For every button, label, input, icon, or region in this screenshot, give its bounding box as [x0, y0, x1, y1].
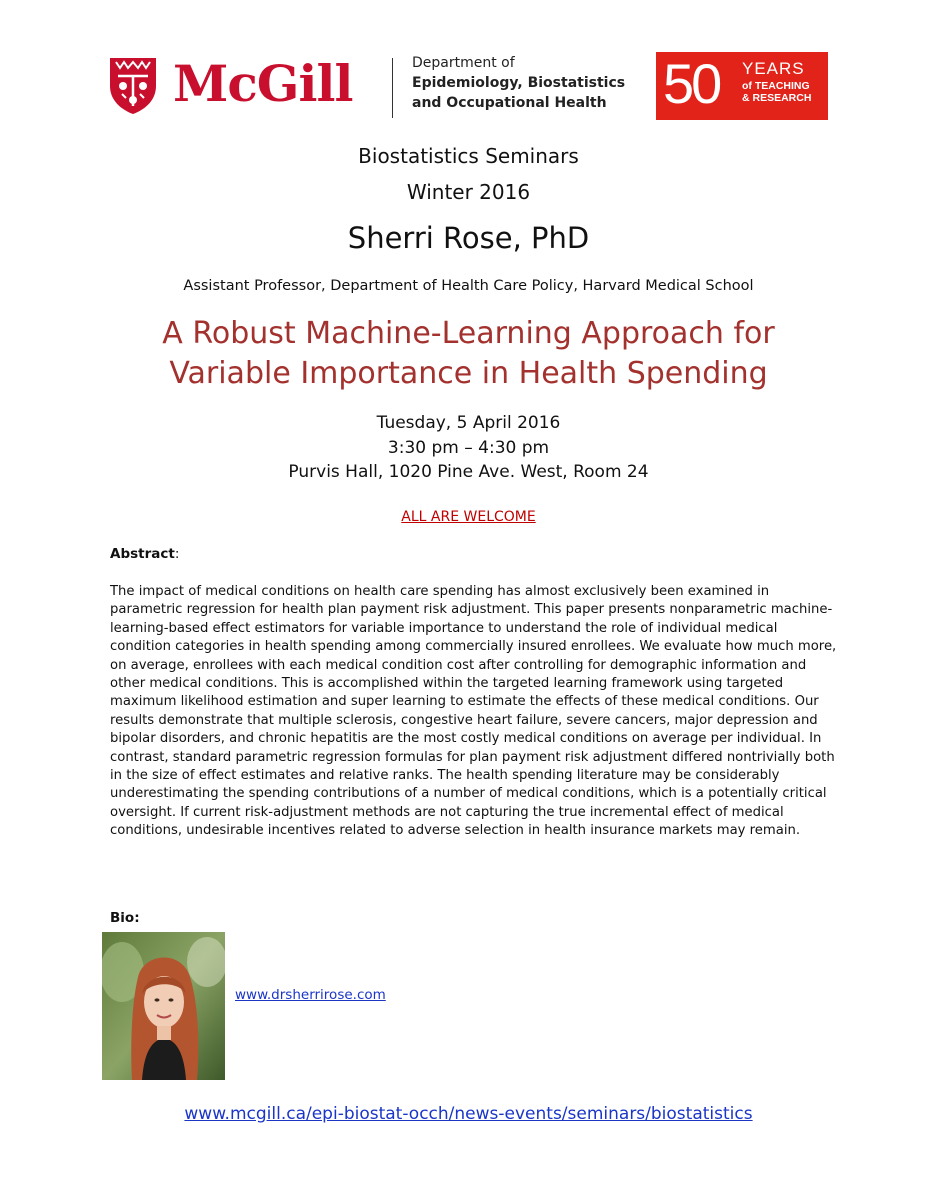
speaker-affiliation: Assistant Professor, Department of Health Care Policy, Harvard Medical School	[183, 278, 754, 294]
seminar-page-link[interactable]: www.mcgill.ca/epi-biostat-occh/news-events/seminars/biostatistics	[184, 1104, 753, 1124]
speaker-name: Sherri Rose, PhD	[347, 221, 590, 255]
dept-line-1: Department of	[412, 55, 515, 71]
abstract-colon: :	[174, 546, 180, 562]
badge-subtitle	[742, 80, 811, 104]
event-location: Purvis Hall, 1020 Pine Ave. West, Room 24	[288, 462, 649, 482]
welcome-notice: ALL ARE WELCOME	[401, 509, 536, 525]
event-date: Tuesday, 5 April 2016	[376, 413, 561, 433]
speaker-portrait-icon	[102, 932, 225, 1080]
department-name	[412, 53, 625, 113]
seminar-term: Winter 2016	[406, 180, 531, 204]
talk-title-line-2: Variable Importance in Health Spending	[169, 356, 768, 391]
speaker-photo	[102, 932, 225, 1080]
mcgill-shield-icon	[108, 56, 158, 116]
abstract-text: The impact of medical conditions on health care spending has almost exclusively been examined in parametric regression for health plan payment risk adjustment. This paper presents nonparametric machine-learning-based effect estimators for variable importance to understand the role of individual medical condition categories in health spending among commercially insured enrollees. We evaluate how much more, on average, enrollees with each medical condition cost after controlling for demographic information and other medical conditions. This is accomplished within the targeted learning framework using targeted maximum likelihood estimation and super learning to estimate the effects of these medical conditions. Our results demonstrate that multiple sclerosis, congestive heart failure, severe cancers, major depression and bipolar disorders, and chronic hepatitis are the most costly medical conditions on average per individual. In contrast, standard parametric regression formulas for plan payment risk adjustment differed nontrivially both in the size of effect estimates and relative ranks. The health spending literature may be considerably underestimating the spending contributions of a number of medical conditions, which is a potentially critical oversight. If current risk-adjustment methods are not capturing the true incremental effect of medical conditions, undesirable incentives related to adverse selection in health insurance markets may remain.	[110, 584, 837, 839]
badge-line-2: & RESEARCH	[742, 92, 812, 104]
talk-title	[0, 314, 937, 394]
mcgill-wordmark: McGill	[173, 54, 353, 113]
header	[105, 50, 830, 125]
abstract-heading	[110, 544, 179, 564]
badge-number: 50	[663, 52, 720, 115]
dept-line-2: Epidemiology, Biostatistics	[412, 75, 626, 91]
event-time: 3:30 pm – 4:30 pm	[387, 438, 550, 458]
seminar-series: Biostatistics Seminars	[358, 144, 579, 168]
dept-line-3: and Occupational Health	[412, 95, 607, 111]
badge-line-1: of TEACHING	[742, 80, 810, 92]
badge-years: YEARS	[742, 59, 805, 78]
anniversary-badge	[656, 52, 828, 120]
abstract-label: Abstract	[110, 546, 175, 562]
speaker-website-link[interactable]: www.drsherrirose.com	[235, 987, 386, 1003]
bio-heading: Bio:	[110, 910, 140, 926]
header-divider	[392, 58, 393, 118]
talk-title-line-1: A Robust Machine-Learning Approach for	[162, 316, 775, 351]
